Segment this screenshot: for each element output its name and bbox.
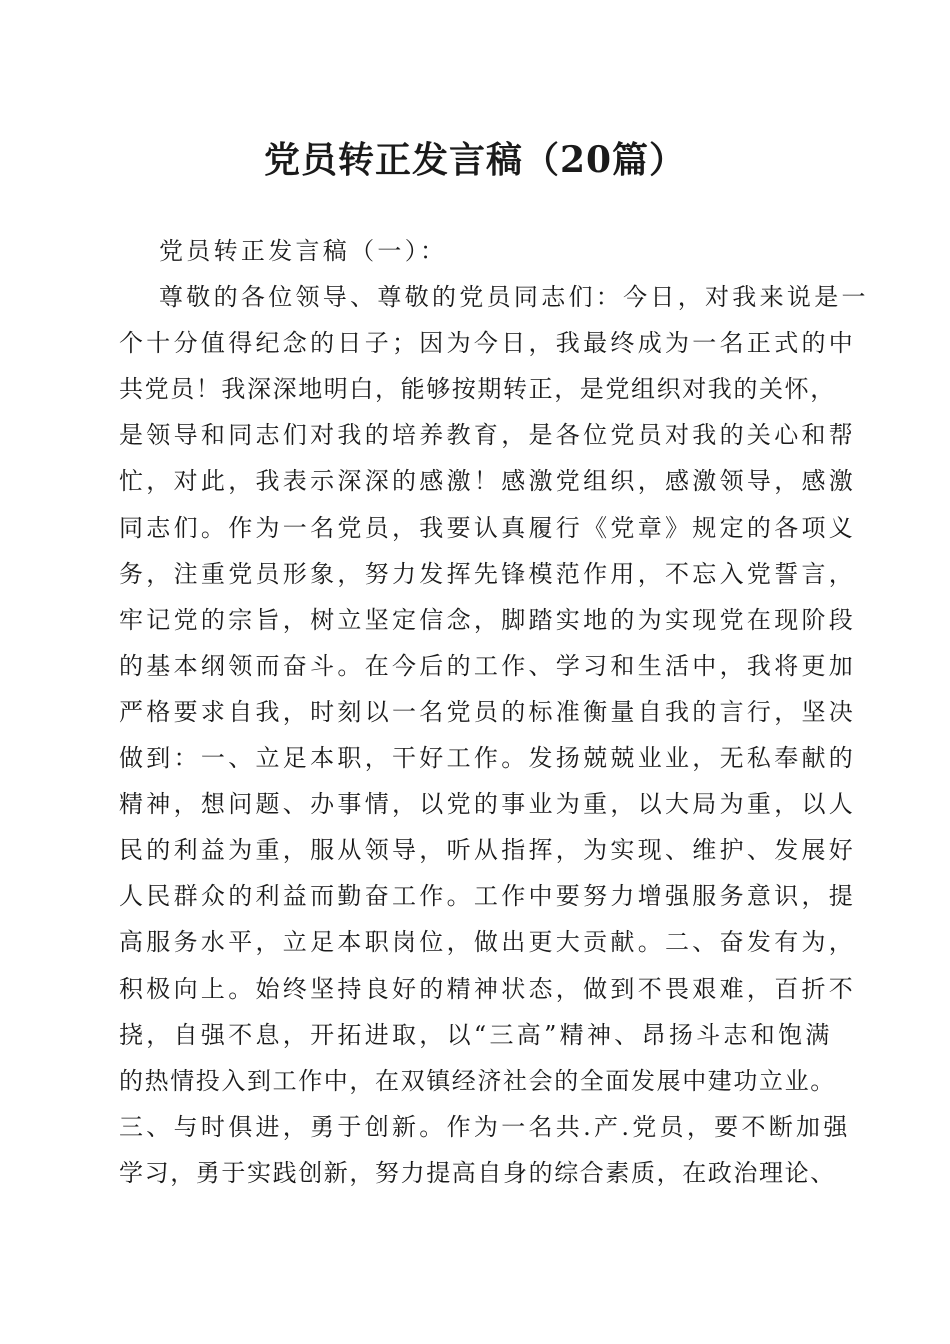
paragraph-line: 人民群众的利益而勤奋工作。工作中要努力增强服务意识，提: [119, 882, 857, 911]
paragraph-line: 三、与时俱进，勇于创新。作为一名共.产.党员，要不断加强: [119, 1112, 851, 1141]
paragraph-line: 同志们。作为一名党员，我要认真履行《党章》规定的各项义: [119, 513, 857, 542]
paragraph-line: 做到：一、立足本职，干好工作。发扬兢兢业业，无私奉献的: [119, 744, 857, 773]
paragraph-line: 积极向上。始终坚持良好的精神状态，做到不畏艰难，百折不: [119, 974, 857, 1003]
paragraph-line: 精神，想问题、办事情，以党的事业为重，以大局为重，以人: [119, 790, 857, 819]
paragraph-line: 的基本纲领而奋斗。在今后的工作、学习和生活中，我将更加: [119, 651, 857, 680]
paragraph-line: 是领导和同志们对我的培养教育，是各位党员对我的关心和帮: [119, 421, 857, 450]
paragraph-line: 高服务水平，立足本职岗位，做出更大贡献。二、奋发有为，: [119, 928, 857, 957]
paragraph-line: 尊敬的各位领导、尊敬的党员同志们：今日，对我来说是一: [159, 283, 869, 312]
paragraph-line: 忙，对此，我表示深深的感激！感激党组织，感激领导，感激: [119, 467, 857, 496]
paragraph-line: 务，注重党员形象，努力发挥先锋模范作用，不忘入党誓言，: [119, 559, 857, 588]
paragraph-line: 个十分值得纪念的日子；因为今日，我最终成为一名正式的中: [119, 329, 857, 358]
paragraph-line: 学习，勇于实践创新，努力提高自身的综合素质，在政治理论、: [119, 1158, 836, 1187]
section-heading: 党员转正发言稿（一）：: [159, 237, 448, 265]
paragraph-line: 的热情投入到工作中，在双镇经济社会的全面发展中建功立业。: [119, 1066, 836, 1095]
document-title: 党员转正发言稿（20篇）: [263, 139, 687, 181]
paragraph-line: 牢记党的宗旨，树立坚定信念，脚踏实地的为实现党在现阶段: [119, 605, 857, 634]
paragraph-line: 民的利益为重，服从领导，听从指挥，为实现、维护、发展好: [119, 836, 857, 865]
paragraph-line: 严格要求自我，时刻以一名党员的标准衡量自我的言行，坚决: [119, 697, 857, 726]
paragraph-line: 共党员！我深深地明白，能够按期转正，是党组织对我的关怀，: [119, 375, 836, 404]
document-body: [119, 228, 869, 1196]
paragraph-line: 挠，自强不息，开拓进取，以“三高”精神、昂扬斗志和饱满: [119, 1020, 833, 1049]
